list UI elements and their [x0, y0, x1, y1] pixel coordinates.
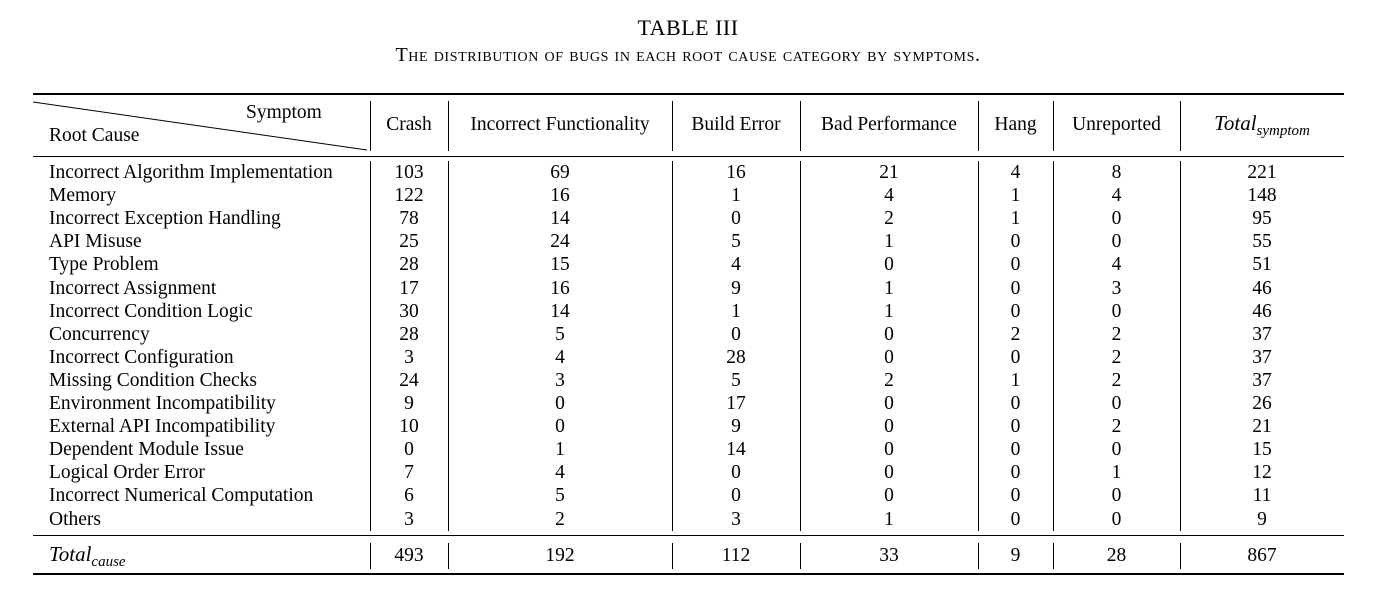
row-value: 24 [399, 370, 419, 391]
row-value: 21 [879, 162, 899, 183]
row-root-cause: Dependent Module Issue [49, 439, 244, 460]
column-separator [672, 101, 673, 151]
row-value: 28 [399, 254, 419, 275]
row-root-cause: Incorrect Numerical Computation [49, 485, 314, 506]
row-value: 0 [884, 347, 894, 368]
row-value: 25 [399, 231, 419, 252]
row-value: 1 [1111, 462, 1122, 483]
row-value: 28 [399, 324, 419, 345]
header-total-symptom [1180, 112, 1344, 143]
row-value: 221 [1247, 162, 1277, 183]
header-rule [33, 156, 1344, 157]
column-separator [672, 161, 673, 531]
total-value: 9 [1010, 545, 1021, 566]
body-bottom-rule [33, 535, 1344, 536]
header-col-build-error: Build Error [691, 114, 781, 135]
row-root-cause: Incorrect Configuration [49, 347, 234, 368]
table-caption-number: TABLE III [637, 15, 739, 40]
top-rule [33, 93, 1344, 95]
row-value: 0 [884, 254, 894, 275]
header-col-hang: Hang [994, 114, 1037, 135]
row-value: 95 [1252, 208, 1272, 229]
row-value: 46 [1252, 301, 1272, 322]
row-value: 0 [884, 324, 894, 345]
row-value: 17 [399, 278, 419, 299]
header-col-incorrect-functionality: Incorrect Functionality [470, 114, 650, 135]
row-value: 10 [399, 416, 419, 437]
row-value: 3 [404, 347, 414, 368]
column-separator [800, 101, 801, 151]
total-cause-base: Total [49, 542, 92, 566]
row-value: 4 [884, 185, 894, 206]
row-value: 2 [1111, 370, 1122, 391]
column-separator [1180, 543, 1181, 569]
row-value: 4 [1010, 162, 1021, 183]
row-value: 0 [1010, 509, 1021, 530]
row-root-cause: External API Incompatibility [49, 416, 276, 437]
header-col-crash: Crash [386, 114, 432, 135]
row-root-cause: Incorrect Assignment [49, 278, 217, 299]
row-value: 0 [555, 416, 565, 437]
row-value: 1 [884, 278, 894, 299]
row-value: 1 [555, 439, 565, 460]
row-value: 37 [1252, 370, 1272, 391]
row-value: 14 [726, 439, 746, 460]
column-separator [448, 161, 449, 531]
row-value: 2 [1111, 324, 1122, 345]
column-separator [978, 543, 979, 569]
row-value: 28 [726, 347, 746, 368]
total-value: 112 [721, 545, 751, 566]
row-value: 4 [1111, 185, 1122, 206]
row-value: 9 [731, 278, 741, 299]
row-root-cause: Environment Incompatibility [49, 393, 276, 414]
row-value: 5 [731, 231, 741, 252]
row-value: 24 [550, 231, 570, 252]
row-value: 37 [1252, 347, 1272, 368]
row-value: 51 [1252, 254, 1272, 275]
row-value: 69 [550, 162, 570, 183]
row-value: 0 [884, 462, 894, 483]
row-value: 0 [1010, 485, 1021, 506]
total-symptom-base: Total [1214, 111, 1257, 135]
row-value: 0 [555, 393, 565, 414]
column-separator [978, 101, 979, 151]
row-root-cause: Logical Order Error [49, 462, 205, 483]
row-value: 0 [731, 324, 741, 345]
column-separator [370, 101, 371, 151]
row-value: 0 [1010, 393, 1021, 414]
row-value: 1 [1010, 208, 1021, 229]
row-value: 16 [550, 185, 570, 206]
row-value: 14 [550, 208, 570, 229]
row-value: 11 [1252, 485, 1272, 506]
row-value: 0 [884, 485, 894, 506]
row-value: 4 [555, 347, 565, 368]
row-root-cause: Type Problem [49, 254, 159, 275]
row-value: 2 [884, 208, 894, 229]
row-value: 16 [726, 162, 746, 183]
bottom-rule [33, 573, 1344, 575]
total-value: 33 [879, 545, 899, 566]
row-value: 2 [555, 509, 565, 530]
row-value: 7 [404, 462, 414, 483]
row-value: 0 [1111, 485, 1122, 506]
row-root-cause: Missing Condition Checks [49, 370, 258, 391]
row-value: 1 [884, 301, 894, 322]
row-value: 1 [731, 301, 741, 322]
row-value: 55 [1252, 231, 1272, 252]
row-value: 0 [1010, 231, 1021, 252]
row-value: 16 [550, 278, 570, 299]
total-cause-label [49, 543, 126, 574]
row-value: 0 [1010, 439, 1021, 460]
column-separator [448, 543, 449, 569]
header-col-bad-performance: Bad Performance [821, 114, 957, 135]
column-separator [1180, 161, 1181, 531]
row-value: 0 [1111, 439, 1122, 460]
header-col-unreported: Unreported [1072, 114, 1161, 135]
row-value: 5 [555, 485, 565, 506]
row-value: 0 [884, 439, 894, 460]
row-value: 3 [1111, 278, 1122, 299]
row-value: 4 [555, 462, 565, 483]
column-separator [1180, 101, 1181, 151]
row-value: 0 [1111, 393, 1122, 414]
row-value: 2 [1111, 347, 1122, 368]
row-value: 1 [884, 509, 894, 530]
row-value: 0 [1010, 278, 1021, 299]
row-value: 5 [555, 324, 565, 345]
row-value: 17 [726, 393, 746, 414]
row-value: 21 [1252, 416, 1272, 437]
row-value: 14 [550, 301, 570, 322]
column-separator [978, 161, 979, 531]
row-value: 2 [1111, 416, 1122, 437]
column-separator [1053, 161, 1054, 531]
total-value: 192 [545, 545, 575, 566]
row-value: 15 [1252, 439, 1272, 460]
row-value: 2 [884, 370, 894, 391]
row-value: 9 [404, 393, 414, 414]
row-value: 0 [404, 439, 414, 460]
row-value: 0 [1010, 254, 1021, 275]
row-value: 0 [1010, 462, 1021, 483]
column-separator [370, 543, 371, 569]
row-root-cause: Concurrency [49, 324, 150, 345]
row-root-cause: API Misuse [49, 231, 142, 252]
row-value: 103 [394, 162, 424, 183]
column-separator [800, 543, 801, 569]
row-root-cause: Memory [49, 185, 117, 206]
row-value: 0 [731, 485, 741, 506]
total-cause-sub: cause [91, 554, 126, 570]
column-separator [672, 543, 673, 569]
row-value: 4 [1111, 254, 1122, 275]
row-value: 0 [731, 462, 741, 483]
column-separator [1053, 543, 1054, 569]
row-value: 15 [550, 254, 570, 275]
row-value: 78 [399, 208, 419, 229]
row-value: 8 [1111, 162, 1122, 183]
row-value: 0 [1010, 416, 1021, 437]
total-value: 493 [394, 545, 424, 566]
row-value: 148 [1247, 185, 1277, 206]
row-value: 0 [884, 393, 894, 414]
row-value: 0 [1010, 301, 1021, 322]
row-value: 26 [1252, 393, 1272, 414]
row-value: 1 [884, 231, 894, 252]
row-root-cause: Incorrect Exception Handling [49, 208, 281, 229]
total-symptom-sub: symptom [1256, 123, 1310, 139]
header-symptom-label: Symptom [246, 102, 322, 123]
row-value: 4 [731, 254, 741, 275]
row-value: 3 [404, 509, 414, 530]
row-value: 12 [1252, 462, 1272, 483]
row-root-cause: Incorrect Condition Logic [49, 301, 253, 322]
row-value: 0 [731, 208, 741, 229]
row-root-cause: Others [49, 509, 101, 530]
column-separator [370, 161, 371, 531]
total-value: 28 [1106, 545, 1127, 566]
row-value: 122 [394, 185, 424, 206]
row-root-cause: Incorrect Algorithm Implementation [49, 162, 333, 183]
table-caption-text: The distribution of bugs in each root cause category by symptoms. [395, 44, 981, 66]
row-value: 9 [1257, 509, 1267, 530]
row-value: 9 [731, 416, 741, 437]
column-separator [1053, 101, 1054, 151]
row-value: 0 [1111, 509, 1122, 530]
total-value: 867 [1247, 545, 1277, 566]
row-value: 0 [1111, 231, 1122, 252]
column-separator [448, 101, 449, 151]
column-separator [800, 161, 801, 531]
row-value: 0 [1111, 208, 1122, 229]
row-value: 6 [404, 485, 414, 506]
row-value: 0 [884, 416, 894, 437]
row-value: 0 [1111, 301, 1122, 322]
row-value: 30 [399, 301, 419, 322]
row-value: 1 [731, 185, 741, 206]
row-value: 5 [731, 370, 741, 391]
row-value: 2 [1010, 324, 1021, 345]
row-value: 3 [731, 509, 741, 530]
row-value: 1 [1010, 370, 1021, 391]
row-value: 0 [1010, 347, 1021, 368]
header-root-cause-label: Root Cause [49, 125, 140, 146]
row-value: 1 [1010, 185, 1021, 206]
row-value: 46 [1252, 278, 1272, 299]
row-value: 3 [555, 370, 565, 391]
row-value: 37 [1252, 324, 1272, 345]
